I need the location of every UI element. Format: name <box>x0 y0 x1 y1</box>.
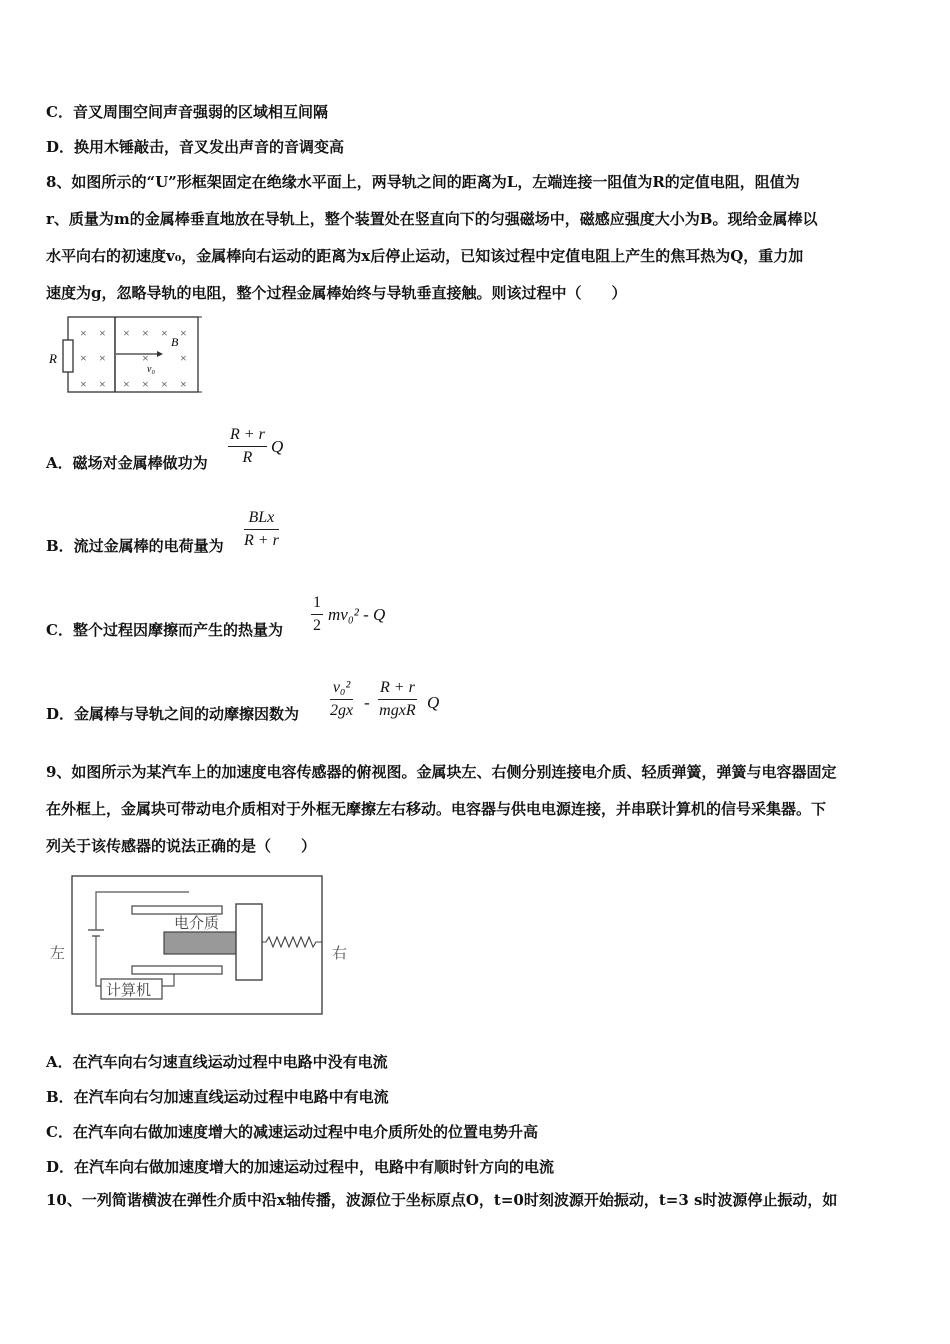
field-cross-mark: × <box>80 351 87 365</box>
field-cross-mark: × <box>180 351 187 365</box>
right-label: 右 <box>332 946 348 962</box>
fraction-numerator: v₀² <box>332 679 351 696</box>
q8-stem-line-4: 速度为g，忽略导轨的电阻，整个过程金属棒始终与导轨垂直接触。则该过程中（ ） <box>46 284 627 302</box>
q9-stem-line-3: 列关于该传感器的说法正确的是（ ） <box>46 837 317 855</box>
field-cross-mark: × <box>99 377 106 391</box>
fraction-numerator: BLx <box>248 509 275 526</box>
field-cross-mark: × <box>99 326 106 340</box>
q8-option-d-tail: Q <box>427 693 440 712</box>
left-label: 左 <box>50 946 66 962</box>
fraction-numerator: 1 <box>313 594 321 611</box>
field-cross-mark: × <box>123 377 130 391</box>
field-cross-mark: × <box>123 326 130 340</box>
fraction-denominator: 2gx <box>330 702 354 719</box>
computer-label: 计算机 <box>106 983 152 999</box>
q8-option-a-tail: Q <box>271 437 284 456</box>
q8-option-c-tail: mv₀² - Q <box>328 605 386 624</box>
q8-option-c-fraction <box>311 594 323 635</box>
q8-option-b-label: B．流过金属棒的电荷量为 <box>46 537 224 555</box>
q8-option-a-fraction <box>228 426 267 467</box>
q8-option-d-label: D．金属棒与导轨之间的动摩擦因数为 <box>46 705 300 723</box>
field-cross-mark: × <box>142 351 149 365</box>
fraction-denominator: R + r <box>244 532 279 549</box>
q9-option-c: C．在汽车向右做加速度增大的减速运动过程中电介质所处的位置电势升高 <box>46 1123 538 1141</box>
resistor-label: R <box>49 351 57 366</box>
q7-option-c: C．音叉周围空间声音强弱的区域相互间隔 <box>46 103 328 121</box>
q8-option-c-label: C．整个过程因摩擦而产生的热量为 <box>46 621 283 639</box>
field-cross-mark: × <box>180 326 187 340</box>
field-cross-mark: × <box>99 351 106 365</box>
q9-stem-line-1: 9、如图所示为某汽车上的加速度电容传感器的俯视图。金属块左、右侧分别连接电介质、轻质弹簧，弹簧与电容器固定 <box>46 763 837 781</box>
velocity-label: v₀ <box>147 364 155 375</box>
q10-stem-line-1: 10、一列简谐横波在弹性介质中沿x轴传播，波源位于坐标原点O，t=0时刻波源开始振动，t=3 s时波源停止振动，如 <box>46 1191 838 1209</box>
field-cross-mark: × <box>142 377 149 391</box>
q8-option-d-minus: - <box>364 693 370 712</box>
fraction-denominator: 2 <box>313 617 321 634</box>
fraction-numerator: R + r <box>380 679 415 696</box>
q8-option-a-label: A．磁场对金属棒做功为 <box>46 454 208 472</box>
q8-option-d-fraction-2 <box>378 679 417 720</box>
q8-option-b-fraction <box>244 509 279 550</box>
q9-sensor-figure <box>44 868 364 1018</box>
fraction-numerator: R + r <box>230 426 265 443</box>
q9-option-d: D．在汽车向右做加速度增大的加速运动过程中，电路中有顺时针方向的电流 <box>46 1158 555 1176</box>
q7-option-d: D．换用木锤敲击，音叉发出声音的音调变高 <box>46 138 345 156</box>
field-cross-mark: × <box>180 377 187 391</box>
q8-stem-line-1: 8、如图所示的“U”形框架固定在绝缘水平面上，两导轨之间的距离为L，左端连接一阻值为R的定值电阻，阻值为 <box>46 173 800 191</box>
q9-option-a: A．在汽车向右匀速直线运动过程中电路中没有电流 <box>46 1053 388 1071</box>
fraction-denominator: R <box>242 449 253 466</box>
q8-stem-line-2: r、质量为m的金属棒垂直地放在导轨上，整个装置处在竖直向下的匀强磁场中，磁感应强度大小为B。现给金属棒以 <box>46 210 818 228</box>
fraction-denominator: mgxR <box>379 702 416 719</box>
dielectric-label: 电介质 <box>174 916 220 932</box>
field-cross-mark: × <box>161 377 168 391</box>
q9-stem-line-2: 在外框上，金属块可带动电介质相对于外框无摩擦左右移动。电容器与供电电源连接，并串联计算机的信号采集器。下 <box>46 800 827 818</box>
q8-stem-line-3: 水平向右的初速度v₀，金属棒向右运动的距离为x后停止运动，已知该过程中定值电阻上产生的焦耳热为Q，重力加 <box>46 247 804 265</box>
field-label: B <box>171 335 179 349</box>
field-cross-mark: × <box>142 326 149 340</box>
field-cross-mark: × <box>80 326 87 340</box>
field-cross-mark: × <box>80 377 87 391</box>
field-cross-mark: × <box>161 326 168 340</box>
q9-option-b: B．在汽车向右匀加速直线运动过程中电路中有电流 <box>46 1088 389 1106</box>
q8-circuit-figure <box>44 312 204 398</box>
q8-option-d-fraction-1 <box>330 679 353 720</box>
